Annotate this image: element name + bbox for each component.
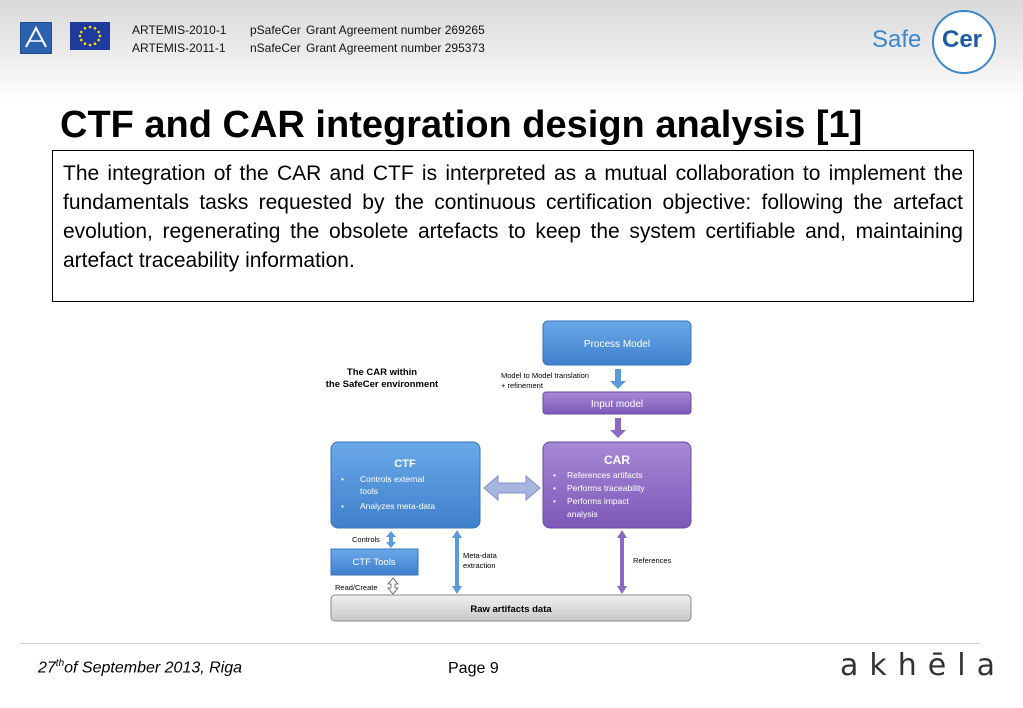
car-bullet-dot: • xyxy=(553,483,556,493)
input-model-label: Input model xyxy=(590,399,644,410)
footer-date xyxy=(38,658,242,677)
diagram-caption-2: the SafeCer environment xyxy=(325,379,439,390)
car-title: CAR xyxy=(604,453,630,467)
body-text: The integration of the CAR and CTF is interpreted as a mutual collaboration to implement the fundamentals tasks requested by the continuous certification objective: following the artefact evolution, regenerating the obsolete artefacts to keep the system certifiable and, maintaining artefact traceability information. xyxy=(52,150,974,302)
arrow-input-to-car xyxy=(610,418,626,438)
ctf-title: CTF xyxy=(394,458,416,470)
car-bullet-3-cont: analysis xyxy=(567,509,598,519)
footer-rule xyxy=(20,643,980,644)
program-id: ARTEMIS-2011-1 xyxy=(132,41,226,55)
project-line-1 xyxy=(132,23,485,37)
ctf-tools-label: CTF Tools xyxy=(352,557,396,568)
m2m-label-2: + refinement xyxy=(501,381,543,390)
arrow-ctf-car xyxy=(484,476,540,500)
car-bullet-3: Performs impact xyxy=(567,496,629,506)
m2m-label-1: Model to Model translation xyxy=(501,371,589,380)
project-name: nSafeCer xyxy=(250,41,301,55)
metadata-label-1: Meta-data xyxy=(463,551,497,560)
car-diagram xyxy=(300,312,720,634)
ctf-bullet-dot: • xyxy=(341,474,344,484)
diagram-caption-1: The CAR within xyxy=(346,367,418,378)
eu-flag-icon xyxy=(70,22,110,50)
arrow-controls xyxy=(386,531,396,548)
controls-label: Controls xyxy=(352,535,380,544)
project-name: pSafeCer xyxy=(250,23,301,37)
ctf-bullet-1: Controls external xyxy=(360,474,425,484)
references-label: References xyxy=(633,556,672,565)
date-day: 27 xyxy=(38,659,56,677)
akhela-logo: akhēla xyxy=(840,648,1006,683)
arrow-metadata xyxy=(452,530,462,594)
grant-number: Grant Agreement number 269265 xyxy=(306,23,485,37)
process-model-label: Process Model xyxy=(583,339,651,350)
page-title: CTF and CAR integration design analysis [1] xyxy=(60,104,863,146)
raw-data-label: Raw artifacts data xyxy=(470,604,552,615)
ctf-bullet-1-cont: tools xyxy=(360,486,378,496)
metadata-label-2: extraction xyxy=(463,561,496,570)
car-bullet-dot: • xyxy=(553,470,556,480)
program-id: ARTEMIS-2010-1 xyxy=(132,23,227,37)
arrow-process-to-input xyxy=(610,369,626,389)
ctf-box xyxy=(331,442,480,528)
brand-cer: Cer xyxy=(942,26,983,53)
arrow-references xyxy=(617,530,627,594)
arrow-read-create xyxy=(388,578,398,594)
brand-safe: Safe xyxy=(872,26,922,53)
date-rest: of September 2013, Riga xyxy=(64,659,243,677)
page-number: Page 9 xyxy=(448,660,499,677)
project-line-2 xyxy=(132,41,485,55)
car-bullet-1: References artifacts xyxy=(567,470,643,480)
read-create-label: Read/Create xyxy=(335,583,378,592)
ctf-bullet-dot: • xyxy=(341,501,344,511)
ctf-bullet-2: Analyzes meta-data xyxy=(360,501,436,511)
date-suffix: th xyxy=(55,658,65,669)
artemis-logo xyxy=(20,22,52,54)
safecer-logo xyxy=(868,10,996,72)
car-bullet-2: Performs traceability xyxy=(567,483,645,493)
grant-number: Grant Agreement number 295373 xyxy=(306,41,485,55)
car-bullet-dot: • xyxy=(553,496,556,506)
